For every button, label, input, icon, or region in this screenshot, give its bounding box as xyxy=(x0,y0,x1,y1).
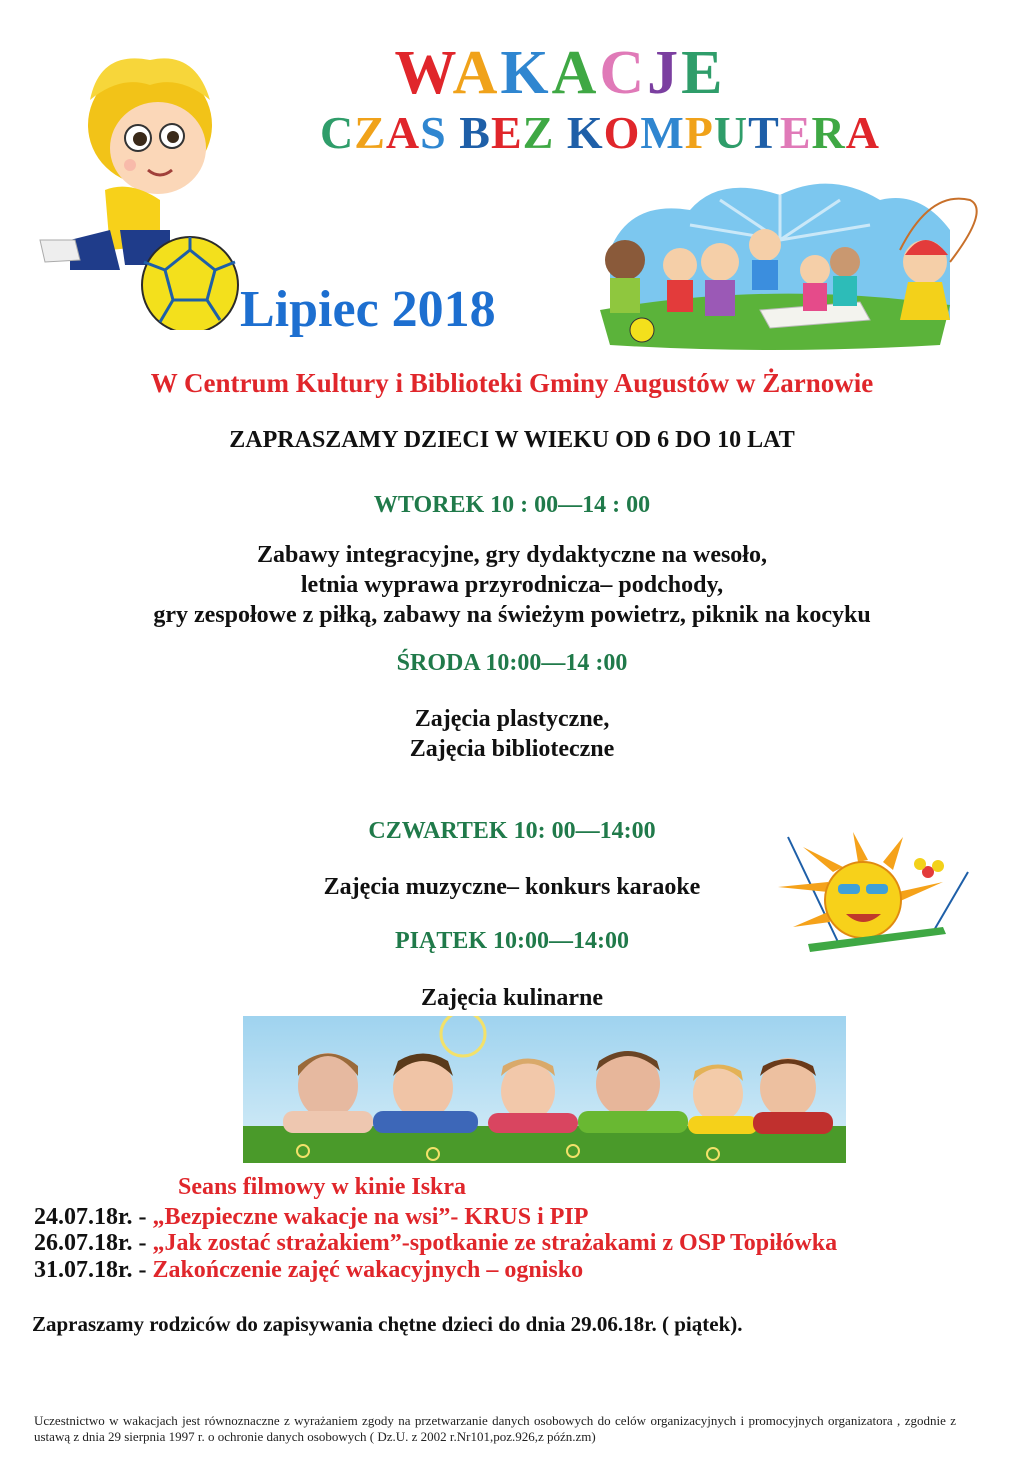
subtitle-letter: E xyxy=(490,107,523,158)
boy-with-ball-illustration xyxy=(20,30,250,330)
subtitle-letter: O xyxy=(603,107,641,158)
subtitle-letter: Z xyxy=(354,107,386,158)
title-letter: A xyxy=(551,39,600,107)
month-heading: Lipiec 2018 xyxy=(240,281,496,338)
activity-line: Zabawy integracyjne, gry dydaktyczne na wesoło, xyxy=(257,542,767,568)
activity-line: Zajęcia kulinarne xyxy=(420,985,603,1011)
day-activities-friday xyxy=(0,983,1024,1013)
event-line xyxy=(34,1230,837,1257)
subtitle-letter: M xyxy=(640,107,685,158)
subtitle-letter: P xyxy=(684,107,714,158)
footer-note: Uczestnictwo w wakacjach jest równoznaczne z wyrażaniem zgody na przetwarzanie danych osobowych do celów organizacyjnych i promocyjnych organizatora , zgodnie z ustawą z dnia 29 sierpnia 1997 r. o ochronie danych osobowych ( Dz.U. z 2002 r.Nr101,poz.926,z późn.zm) xyxy=(34,1413,956,1444)
activity-line: letnia wyprawa przyrodnicza– podchody, xyxy=(300,572,724,598)
poster-title xyxy=(300,38,820,108)
children-photo xyxy=(243,1016,846,1163)
subtitle-letter: E xyxy=(779,107,812,158)
day-activities-wednesday xyxy=(0,704,1024,764)
activity-line: Zajęcia plastyczne, xyxy=(414,706,610,732)
invite-line: ZAPRASZAMY DZIECI W WIEKU OD 6 DO 10 LAT xyxy=(229,427,795,453)
event-title: „Jak zostać strażakiem”-spotkanie ze strażakami z OSP Topiłówka xyxy=(152,1230,838,1256)
subtitle-letter: U xyxy=(713,107,749,158)
day-heading-thursday: CZWARTEK 10: 00—14:00 xyxy=(368,818,656,844)
event-title: „Bezpieczne wakacje na wsi”- xyxy=(152,1204,465,1230)
kids-group-illustration xyxy=(570,170,990,350)
subtitle-letter: B xyxy=(459,107,491,158)
event-date: 31.07.18r. - xyxy=(34,1257,153,1283)
parents-note: Zapraszamy rodziców do zapisywania chętne dzieci do dnia 29.06.18r. ( piątek). xyxy=(32,1312,743,1336)
event-line xyxy=(34,1204,588,1231)
event-date: 24.07.18r. - xyxy=(34,1204,153,1230)
subtitle-letter: T xyxy=(748,107,780,158)
subtitle-letter: A xyxy=(385,107,421,158)
event-line xyxy=(34,1257,583,1284)
activity-line: Zajęcia biblioteczne xyxy=(409,736,615,762)
subtitle-letter: S xyxy=(420,107,447,158)
day-heading-tuesday: WTOREK 10 : 00—14 : 00 xyxy=(373,492,651,518)
sun-swing-illustration xyxy=(768,832,973,962)
activity-line: gry zespołowe z piłką, zabawy na świeżym powietrz, piknik na kocyku xyxy=(153,602,871,628)
subtitle-word xyxy=(567,107,880,158)
day-activities-tuesday xyxy=(0,540,1024,630)
event-title: Zakończenie zajęć wakacyjnych – ognisko xyxy=(152,1257,584,1283)
day-heading-wednesday: ŚRODA 10:00—14 :00 xyxy=(396,650,628,676)
subtitle-letter: C xyxy=(320,107,355,158)
poster-subtitle xyxy=(250,106,950,160)
subtitle-letter: K xyxy=(566,107,604,158)
event-suffix: KRUS i PIP xyxy=(464,1204,589,1230)
event-date: 26.07.18r. - xyxy=(34,1230,153,1256)
subtitle-word xyxy=(320,107,447,158)
subtitle-letter: Z xyxy=(522,107,555,158)
title-letter: K xyxy=(500,39,552,107)
title-letter: W xyxy=(394,39,453,107)
subtitle-letter: R xyxy=(811,107,846,158)
venue-line: W Centrum Kultury i Biblioteki Gminy Augustów w Żarnowie xyxy=(150,368,874,398)
day-heading-friday: PIĄTEK 10:00—14:00 xyxy=(395,928,629,954)
subtitle-word xyxy=(459,107,554,158)
activity-line: Zajęcia muzyczne– konkurs karaoke xyxy=(323,874,701,900)
cinema-heading: Seans filmowy w kinie Iskra xyxy=(178,1174,467,1200)
title-letter: E xyxy=(681,39,726,107)
title-letter: A xyxy=(452,39,501,107)
subtitle-letter: A xyxy=(845,107,880,158)
title-letter: C xyxy=(599,39,648,107)
title-letter: J xyxy=(647,39,682,107)
